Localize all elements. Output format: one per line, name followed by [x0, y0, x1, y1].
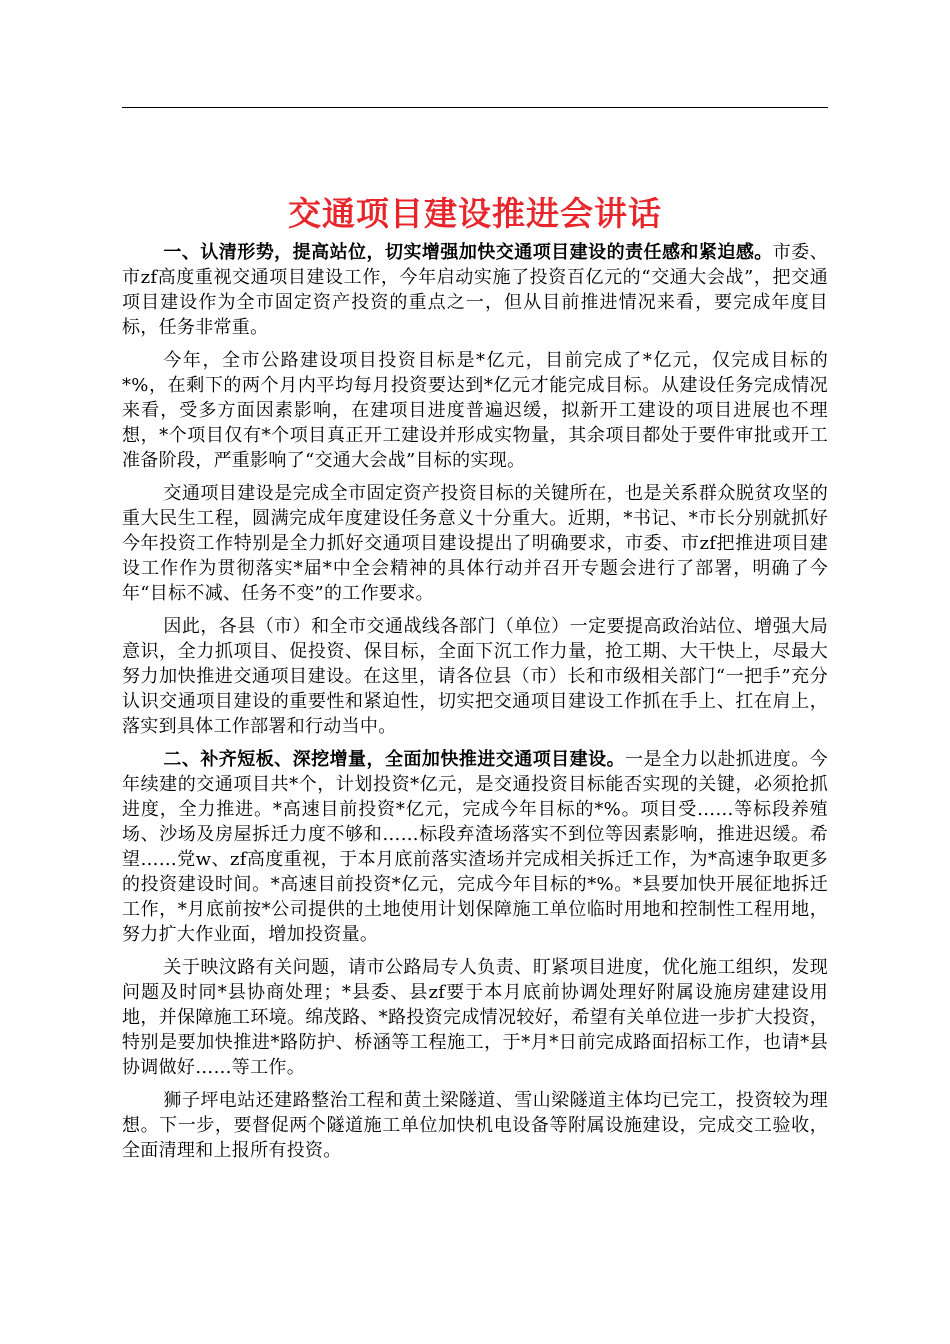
paragraph-2 [122, 348, 828, 473]
paragraph-text: 今年，全市公路建设项目投资目标是*亿元，目前完成了*亿元，仅完成目标的*%，在剩下的两个月内平均每月投资要达到*亿元才能完成目标。从建设任务完成情况来看，受多方面因素影响，在建项目进度普遍迟缓，拟新开工建设的项目进展也不理想，*个项目仅有*个项目真正开工建设并形成实物量，其余项目都处于要件审批或开工准备阶段，严重影响了“交通大会战”目标的实现。 [122, 350, 828, 471]
header-rule [122, 107, 828, 108]
paragraph-3 [122, 481, 828, 606]
paragraph-6 [122, 955, 828, 1080]
paragraph-text: 因此，各县（市）和全市交通战线各部门（单位）一定要提高政治站位、增强大局意识，全力抓项目、促投资、保目标，全面下沉工作力量，抢工期、大干快上，尽最大努力加快推进交通项目建设。在这里，请各位县（市）长和市级相关部门“一把手”充分认识交通项目建设的重要性和紧迫性，切实把交通项目建设工作抓在手上、扛在肩上，落实到具体工作部署和行动当中。 [122, 616, 828, 737]
document-title: 交通项目建设推进会讲话 [288, 194, 662, 233]
paragraph-text: 关于映汶路有关问题，请市公路局专人负责、盯紧项目进度，优化施工组织，发现问题及时同*县协商处理；*县委、县zf要于本月底前协调处理好附属设施房建建设用地，并保障施工环境。绵茂路、*路投资完成情况较好，希望有关单位进一步扩大投资，特别是要加快推进*路防护、桥涵等工程施工，于*月*日前完成路面招标工作，也请*县协调做好……等工作。 [122, 957, 828, 1078]
section-heading-2: 二、补齐短板、深挖增量，全面加快推进交通项目建设。 [163, 749, 626, 770]
document-body [122, 240, 828, 1171]
paragraph-1 [122, 240, 828, 340]
paragraph-text: 一是全力以赴抓进度。今年续建的交通项目共*个，计划投资*亿元，是交通投资目标能否实现的关键，必须抢抓进度，全力推进。*高速目前投资*亿元，完成今年目标的*%。项目受……等标段养殖场、沙场及房屋拆迁力度不够和……标段弃渣场落实不到位等因素影响，推进迟缓。希望……党w、zf高度重视，于本月底前落实渣场并完成相关拆迁工作，为*高速争取更多的投资建设时间。*高速目前投资*亿元，完成今年目标的*%。*县要加快开展征地拆迁工作，*月底前按*公司提供的土地使用计划保障施工单位临时用地和控制性工程用地，努力扩大作业面，增加投资量。 [122, 749, 828, 945]
section-heading-1: 一、认清形势，提高站位，切实增强加快交通项目建设的责任感和紧迫感。 [163, 242, 773, 263]
paragraph-text: 狮子坪电站还建路整治工程和黄土梁隧道、雪山梁隧道主体均已完工，投资较为理想。下一步，要督促两个隧道施工单位加快机电设备等附属设施建设，完成交工验收，全面清理和上报所有投资。 [122, 1090, 828, 1161]
paragraph-text: 市委、市zf高度重视交通项目建设工作，今年启动实施了投资百亿元的“交通大会战”，把交通项目建设作为全市固定资产投资的重点之一，但从目前推进情况来看，要完成年度目标，任务非常重。 [122, 242, 828, 338]
paragraph-text: 交通项目建设是完成全市固定资产投资目标的关键所在，也是关系群众脱贫攻坚的重大民生工程，圆满完成年度建设任务意义十分重大。近期，*书记、*市长分别就抓好今年投资工作特别是全力抓好交通项目建设提出了明确要求，市委、市zf把推进项目建设工作作为贯彻落实*届*中全会精神的具体行动并召开专题会进行了部署，明确了今年“目标不减、任务不变”的工作要求。 [122, 483, 828, 604]
paragraph-5 [122, 747, 828, 947]
paragraph-7 [122, 1088, 828, 1163]
paragraph-4 [122, 614, 828, 739]
